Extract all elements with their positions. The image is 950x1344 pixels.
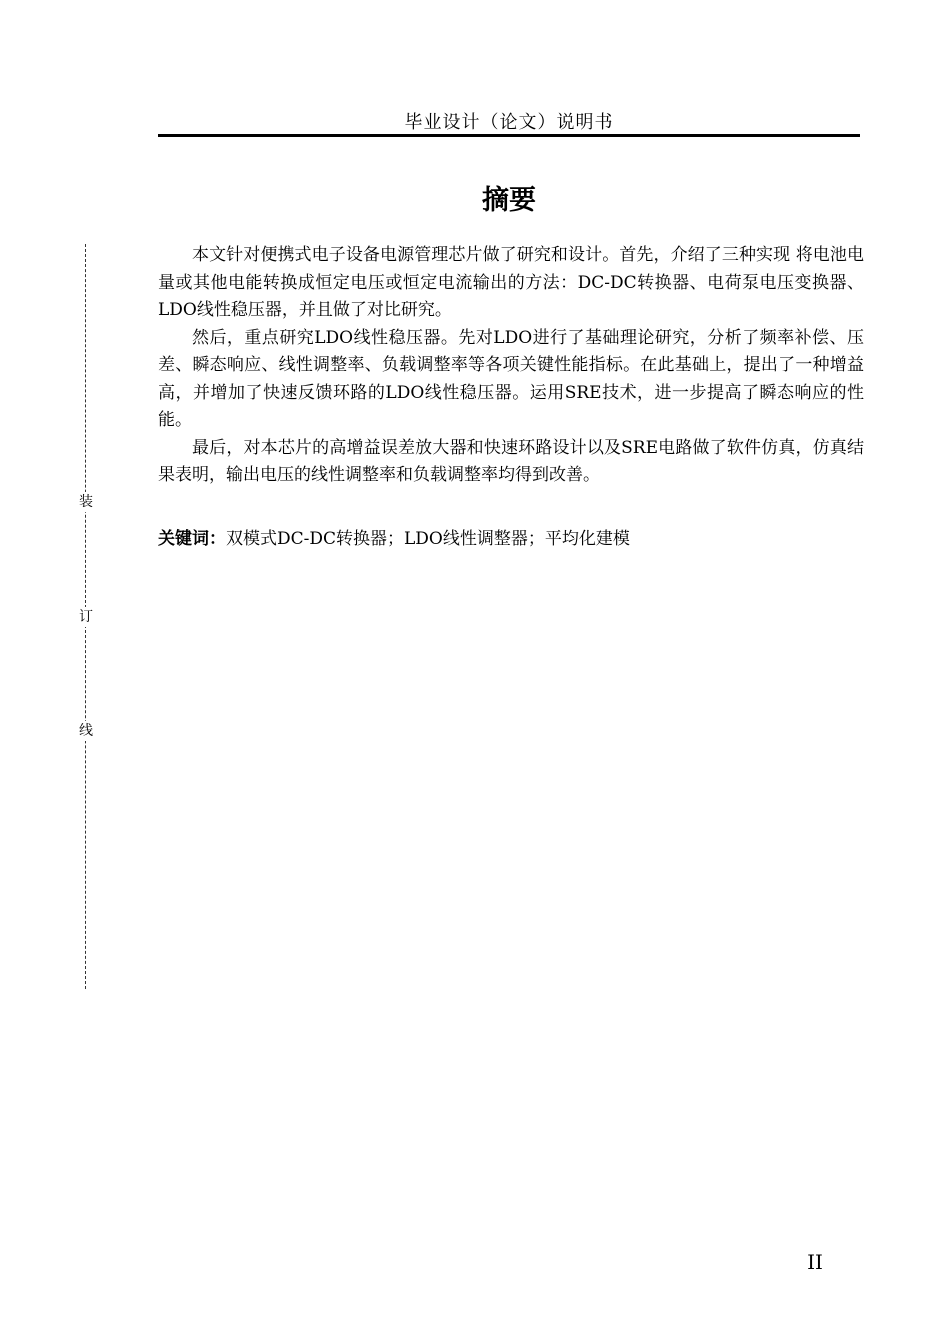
- keywords-line: [158, 526, 860, 553]
- binding-char-ding: 订: [76, 607, 96, 627]
- document-header-title: 毕业设计（论文）说明书: [404, 112, 614, 133]
- keywords-label: 关键词：: [158, 529, 226, 549]
- abstract-title: 摘要: [482, 185, 536, 216]
- binding-char-zhuang: 装: [76, 492, 96, 512]
- header-divider: [158, 134, 860, 137]
- abstract-paragraph: 最后，对本芯片的高增益误差放大器和快速环路设计以及SRE电路做了软件仿真，仿真结果表明，输出电压的线性调整率和负载调整率均得到改善。: [158, 437, 864, 485]
- abstract-paragraph: 本文针对便携式电子设备电源管理芯片做了研究和设计。首先，介绍了三种实现 将电池电量或其他电能转换成恒定电压或恒定电流输出的方法：DC-DC转换器、电荷泵电压变换器、LDO线性稳压器，并且做了对比研究。: [158, 245, 864, 320]
- binding-char-xian: 线: [76, 721, 96, 741]
- keywords-value: 双模式DC-DC转换器；LDO线性调整器；平均化建模: [226, 529, 630, 549]
- page-number: II: [807, 1250, 823, 1274]
- abstract-body: [158, 242, 864, 490]
- abstract-paragraph: 然后，重点研究LDO线性稳压器。先对LDO进行了基础理论研究，分析了频率补偿、压差、瞬态响应、线性调整率、负载调整率等各项关键性能指标。在此基础上，提出了一种增益高，并增加了快速反馈环路的LDO线性稳压器。运用SRE技术，进一步提高了瞬态响应的性能。: [158, 327, 864, 430]
